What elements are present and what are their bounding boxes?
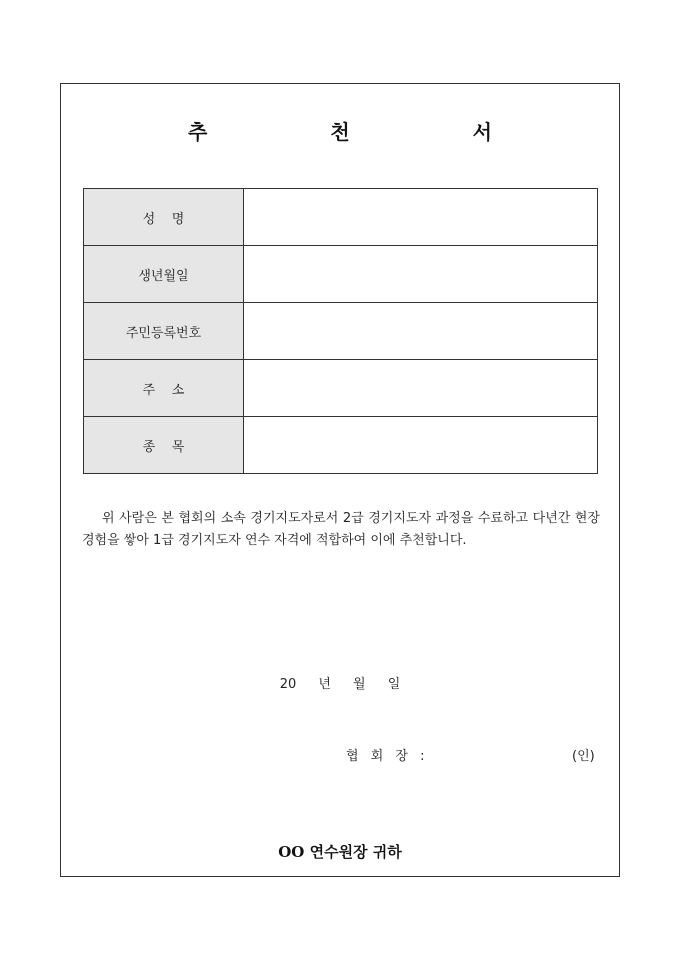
table-row — [84, 360, 598, 417]
field-label-resident-number: 주민등록번호 — [84, 303, 244, 360]
table-row — [84, 246, 598, 303]
field-value-birthdate[interactable] — [244, 246, 598, 303]
association-chair-label: 협 회 장 : — [346, 749, 429, 764]
field-label-birthdate: 생년월일 — [84, 246, 244, 303]
field-label-address: 주 소 — [84, 360, 244, 417]
field-label-name: 성 명 — [84, 189, 244, 246]
field-value-event[interactable] — [244, 417, 598, 474]
table-row — [84, 417, 598, 474]
field-value-name[interactable] — [244, 189, 598, 246]
recommendation-body: 위 사람은 본 협회의 소속 경기지도자로서 2급 경기지도자 과정을 수료하고 다년간 현장경험을 쌓아 1급 경기지도자 연수 자격에 적합하여 이에 추천합니다. — [82, 511, 600, 548]
table-row — [84, 303, 598, 360]
addressee: OO 연수원장 귀하 — [278, 843, 402, 861]
document-title: 추 천 서 — [188, 120, 550, 144]
table-row — [84, 189, 598, 246]
date-line: 20 년 월 일 — [279, 677, 401, 692]
field-value-address[interactable] — [244, 360, 598, 417]
field-label-event: 종 목 — [84, 417, 244, 474]
info-table — [83, 188, 598, 474]
seal-mark: (인) — [572, 749, 595, 764]
field-value-resident-number[interactable] — [244, 303, 598, 360]
